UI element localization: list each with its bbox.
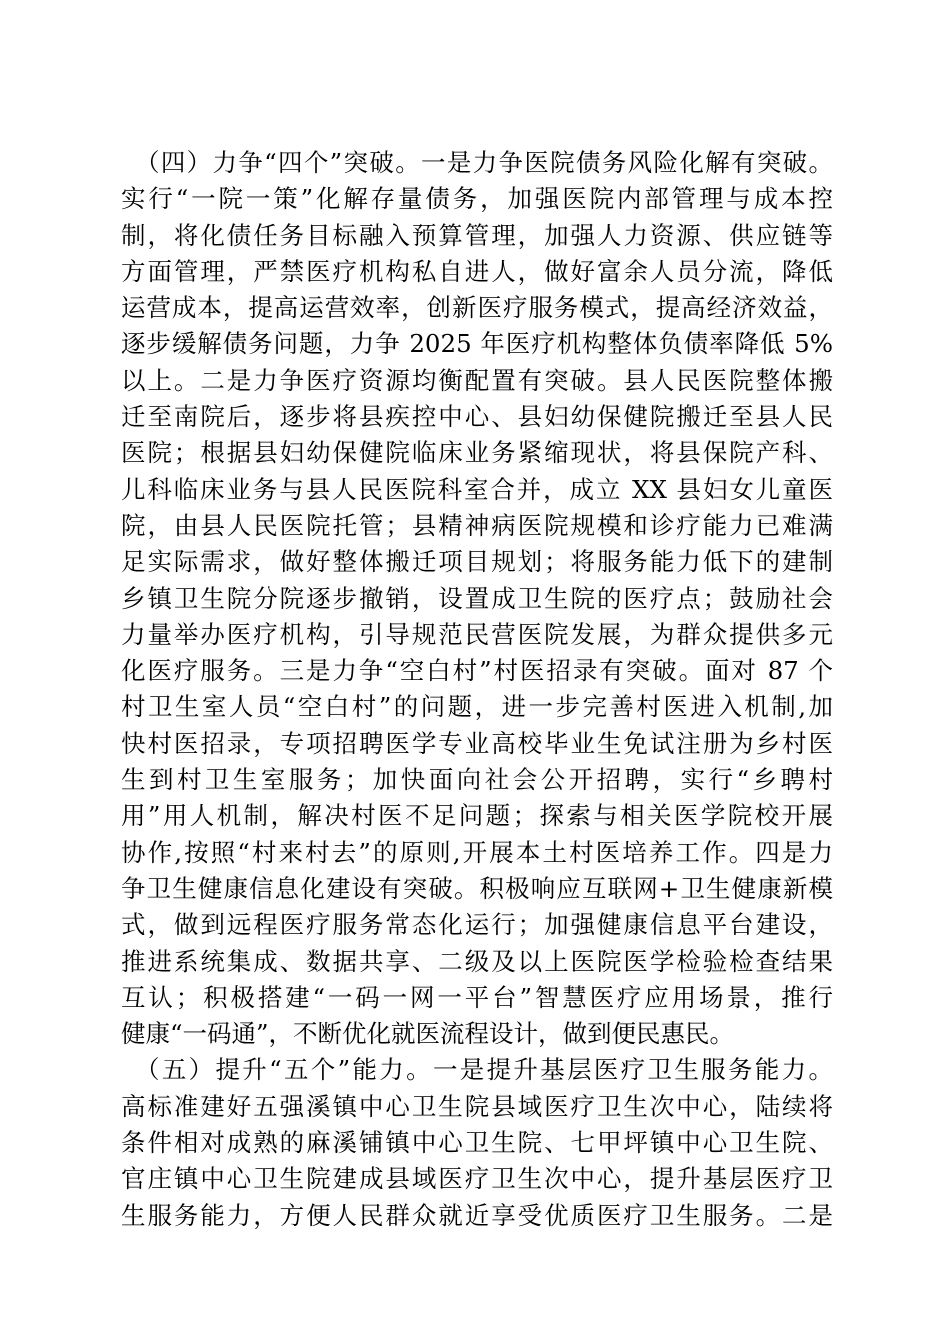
text-line: 迁至南院后，逐步将县疾控中心、县妇幼保健院搬迁至县人民 bbox=[121, 402, 833, 432]
text-line: 儿科临床业务与县人民医院科室合并，成立 XX 县妇女儿童医 bbox=[121, 474, 833, 504]
text-line: 健康“一码通”，不断优化就医流程设计，做到便民惠民。 bbox=[121, 1019, 735, 1049]
text-line: 用”用人机制，解决村医不足问题；探索与相关医学院校开展 bbox=[121, 801, 833, 831]
text-line: 医院；根据县妇幼保健院临床业务紧缩现状，将县保院产科、 bbox=[121, 438, 833, 468]
text-line: 村卫生室人员“空白村”的问题，进一步完善村医进入机制,加 bbox=[121, 692, 833, 722]
text-line: 力量举办医疗机构，引导规范民营医院发展，为群众提供多元 bbox=[121, 619, 833, 649]
text-line: 生服务能力，方便人民群众就近享受优质医疗卫生服务。二是 bbox=[121, 1200, 833, 1230]
text-line: 式，做到远程医疗服务常态化运行；加强健康信息平台建设， bbox=[121, 910, 833, 940]
text-line: （五）提升“五个”能力。一是提升基层医疗卫生服务能力。 bbox=[135, 1055, 833, 1085]
text-line: 足实际需求，做好整体搬迁项目规划；将服务能力低下的建制 bbox=[121, 547, 833, 577]
text-line: 乡镇卫生院分院逐步撤销，设置成卫生院的医疗点；鼓励社会 bbox=[121, 583, 833, 613]
text-line: 制，将化债任务目标融入预算管理，加强人力资源、供应链等 bbox=[121, 220, 833, 250]
body-text bbox=[121, 145, 833, 1234]
text-line: 高标准建好五强溪镇中心卫生院县域医疗卫生次中心，陆续将 bbox=[121, 1091, 833, 1121]
text-line: 互认；积极搭建“一码一网一平台”智慧医疗应用场景，推行 bbox=[121, 982, 833, 1012]
text-line: 协作,按照“村来村去”的原则,开展本土村医培养工作。四是力 bbox=[121, 837, 833, 867]
text-line: 条件相对成熟的麻溪铺镇中心卫生院、七甲坪镇中心卫生院、 bbox=[121, 1128, 833, 1158]
text-line: （四）力争“四个”突破。一是力争医院债务风险化解有突破。 bbox=[135, 148, 833, 177]
text-line: 以上。二是力争医疗资源均衡配置有突破。县人民医院整体搬 bbox=[121, 365, 833, 395]
text-line: 运营成本，提高运营效率，创新医疗服务模式，提高经济效益， bbox=[121, 293, 833, 323]
text-line: 方面管理，严禁医疗机构私自进人，做好富余人员分流，降低 bbox=[121, 256, 833, 286]
text-line: 实行“一院一策”化解存量债务，加强医院内部管理与成本控 bbox=[121, 184, 833, 214]
text-line: 逐步缓解债务问题，力争 2025 年医疗机构整体负债率降低 5% bbox=[121, 329, 833, 359]
text-line: 快村医招录，专项招聘医学专业高校毕业生免试注册为乡村医 bbox=[121, 728, 833, 758]
text-line: 官庄镇中心卫生院建成县域医疗卫生次中心，提升基层医疗卫 bbox=[121, 1164, 833, 1194]
text-line: 生到村卫生室服务；加快面向社会公开招聘，实行“乡聘村 bbox=[121, 765, 833, 795]
text-line: 院，由县人民医院托管；县精神病医院规模和诊疗能力已难满 bbox=[121, 510, 833, 540]
text-line: 化医疗服务。三是力争“空白村”村医招录有突破。面对 87 个 bbox=[121, 656, 833, 686]
text-line: 推进系统集成、数据共享、二级及以上医院医学检验检查结果 bbox=[121, 946, 833, 976]
text-line: 争卫生健康信息化建设有突破。积极响应互联网+卫生健康新模 bbox=[121, 873, 833, 903]
